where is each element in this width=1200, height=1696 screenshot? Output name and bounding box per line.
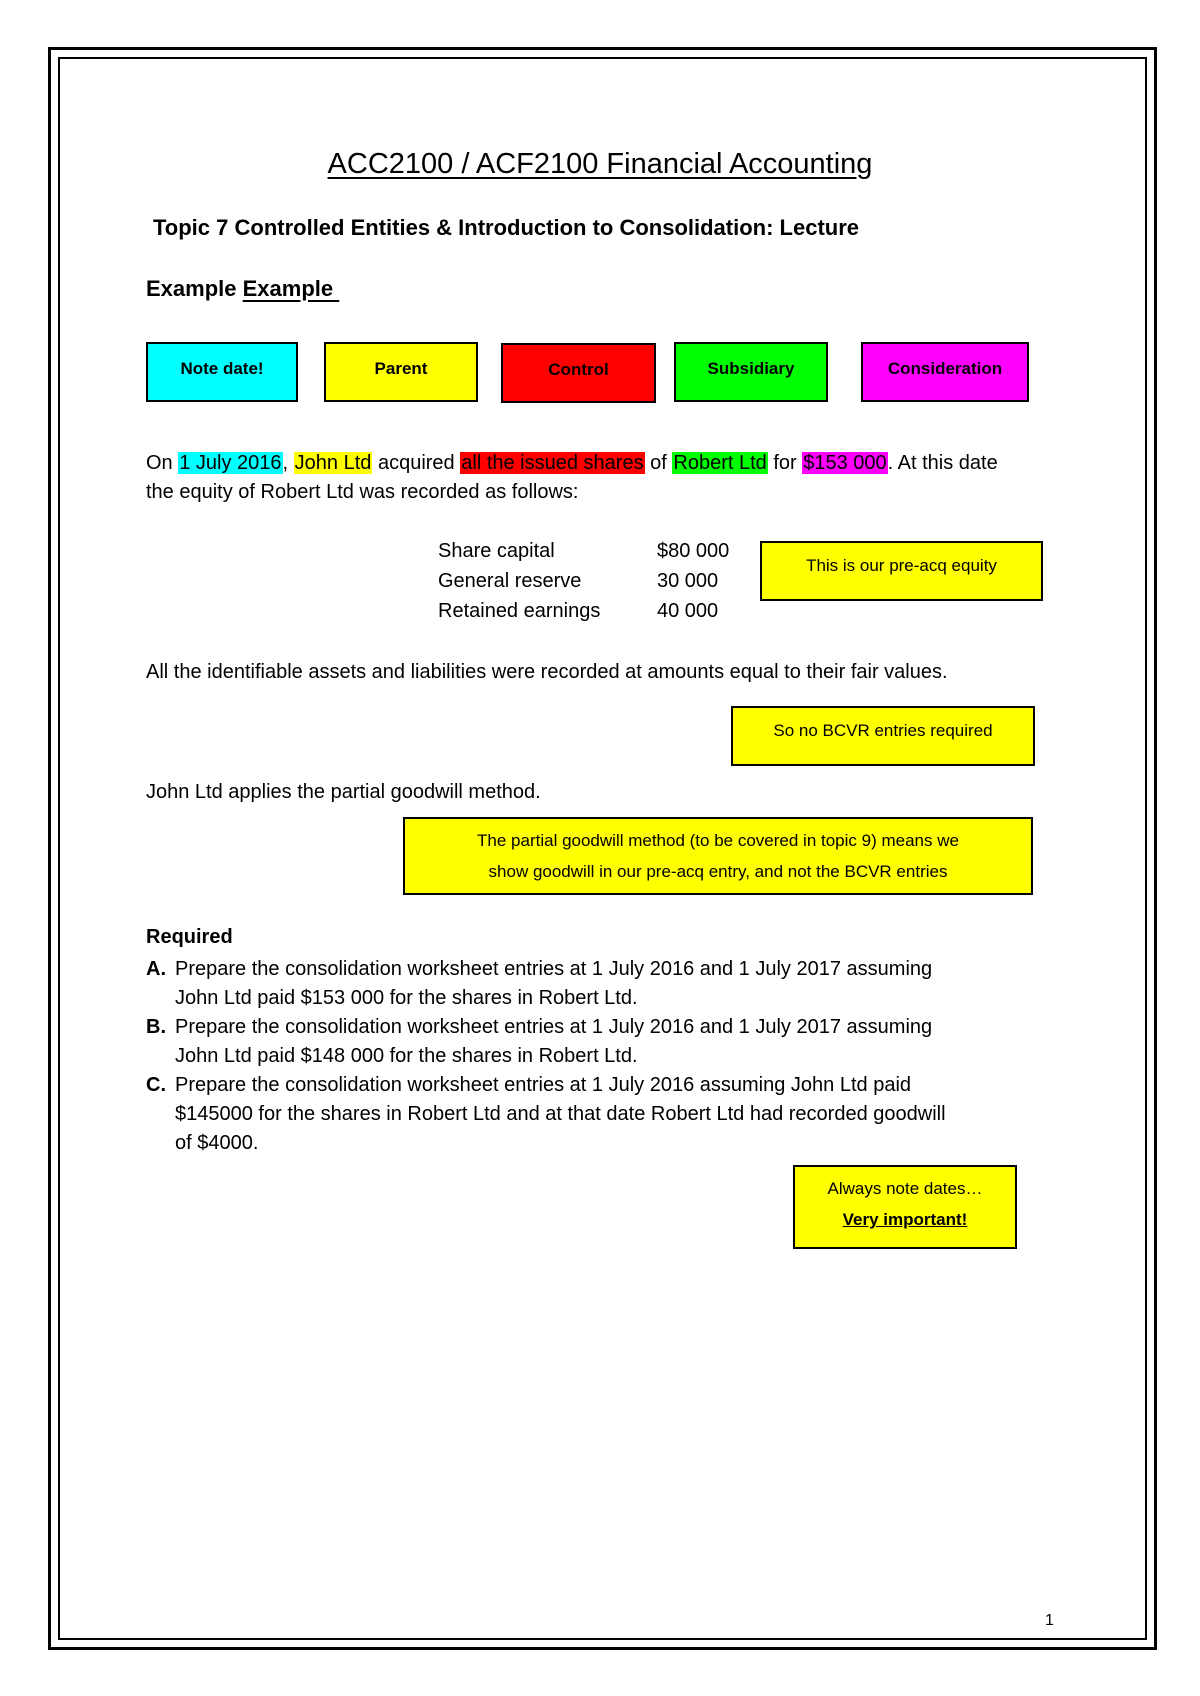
required-item-line: Prepare the consolidation worksheet entries at 1 July 2016 and 1 July 2017 assuming (175, 958, 933, 980)
legend-parent (324, 342, 478, 402)
intro-line-2: the equity of Robert Ltd was recorded as follows: (146, 481, 579, 503)
example-label-underlined: Example (242, 276, 334, 301)
page-number: 1 (1045, 1612, 1054, 1629)
legend-parent-label: Parent (374, 359, 428, 378)
legend-consideration-label: Consideration (887, 359, 1003, 378)
required-heading: Required (146, 926, 233, 948)
required-item-letter: C. (146, 1074, 166, 1096)
highlight-consideration: $153 000 (803, 452, 887, 474)
required-item-line: $145000 for the shares in Robert Ltd and at that date Robert Ltd had recorded goodwill (175, 1103, 946, 1125)
equity-label: Retained earnings (438, 600, 601, 622)
required-item (146, 955, 1046, 1013)
required-item (146, 1071, 1046, 1158)
intro-paragraph (146, 449, 1086, 507)
legend-control-label: Control (548, 360, 609, 379)
example-heading (146, 276, 339, 302)
equity-row (438, 566, 729, 596)
required-item-letter: B. (146, 1016, 166, 1038)
equity-table (438, 536, 729, 626)
required-item-line: of $4000. (175, 1132, 259, 1154)
equity-value: 40 000 (657, 600, 719, 622)
required-list (146, 955, 1046, 1158)
required-item-line: Prepare the consolidation worksheet entries at 1 July 2016 and 1 July 2017 assuming (175, 1016, 933, 1038)
document-subtitle: Topic 7 Controlled Entities & Introduction to Consolidation: Lecture (153, 215, 860, 240)
example-label: Example (146, 276, 237, 301)
required-item (146, 1013, 1046, 1071)
highlight-subsidiary: Robert Ltd (673, 452, 767, 474)
required-item-letter: A. (146, 958, 166, 980)
legend-subsidiary-label: Subsidiary (707, 359, 795, 378)
equity-label: General reserve (438, 570, 582, 592)
note-dates-line-1: Always note dates… (827, 1179, 983, 1198)
required-item-line: John Ltd paid $148 000 for the shares in Robert Ltd. (175, 1045, 638, 1067)
equity-value: $80 000 (657, 540, 730, 562)
note-dates-line-2: Very important! (842, 1210, 968, 1229)
required-item-line: John Ltd paid $153 000 for the shares in Robert Ltd. (175, 987, 638, 1009)
fair-value-text: All the identifiable assets and liabilities were recorded at amounts equal to their fair values. (146, 661, 948, 683)
note-dates-important (793, 1165, 1017, 1249)
legend-note-date-label: Note date! (180, 359, 264, 378)
required-item-line: Prepare the consolidation worksheet entries at 1 July 2016 assuming John Ltd paid (175, 1074, 912, 1096)
legend-consideration (861, 342, 1029, 402)
note-partial-goodwill-line-2: show goodwill in our pre-acq entry, and not the BCVR entries (488, 862, 948, 881)
document-title: ACC2100 / ACF2100 Financial Accounting (327, 148, 873, 180)
note-pre-acq-equity: This is our pre-acq equity (760, 541, 1043, 601)
note-partial-goodwill (403, 817, 1033, 895)
equity-row (438, 596, 729, 626)
legend-control (501, 343, 656, 403)
intro-line-1: On 1 July 2016, John Ltd acquired all the issued shares of Robert Ltd for $153 000. At this date (146, 452, 998, 474)
legend-note-date (146, 342, 298, 402)
equity-value: 30 000 (657, 570, 719, 592)
equity-label: Share capital (438, 540, 555, 562)
highlight-parent: John Ltd (294, 452, 372, 474)
equity-row (438, 536, 729, 566)
highlight-date: 1 July 2016 (179, 452, 282, 474)
note-bcvr: So no BCVR entries required (731, 706, 1035, 766)
legend-subsidiary (674, 342, 828, 402)
method-text: John Ltd applies the partial goodwill method. (146, 781, 541, 803)
note-partial-goodwill-line-1: The partial goodwill method (to be covered in topic 9) means we (477, 831, 959, 850)
highlight-control: all the issued shares (461, 452, 644, 474)
